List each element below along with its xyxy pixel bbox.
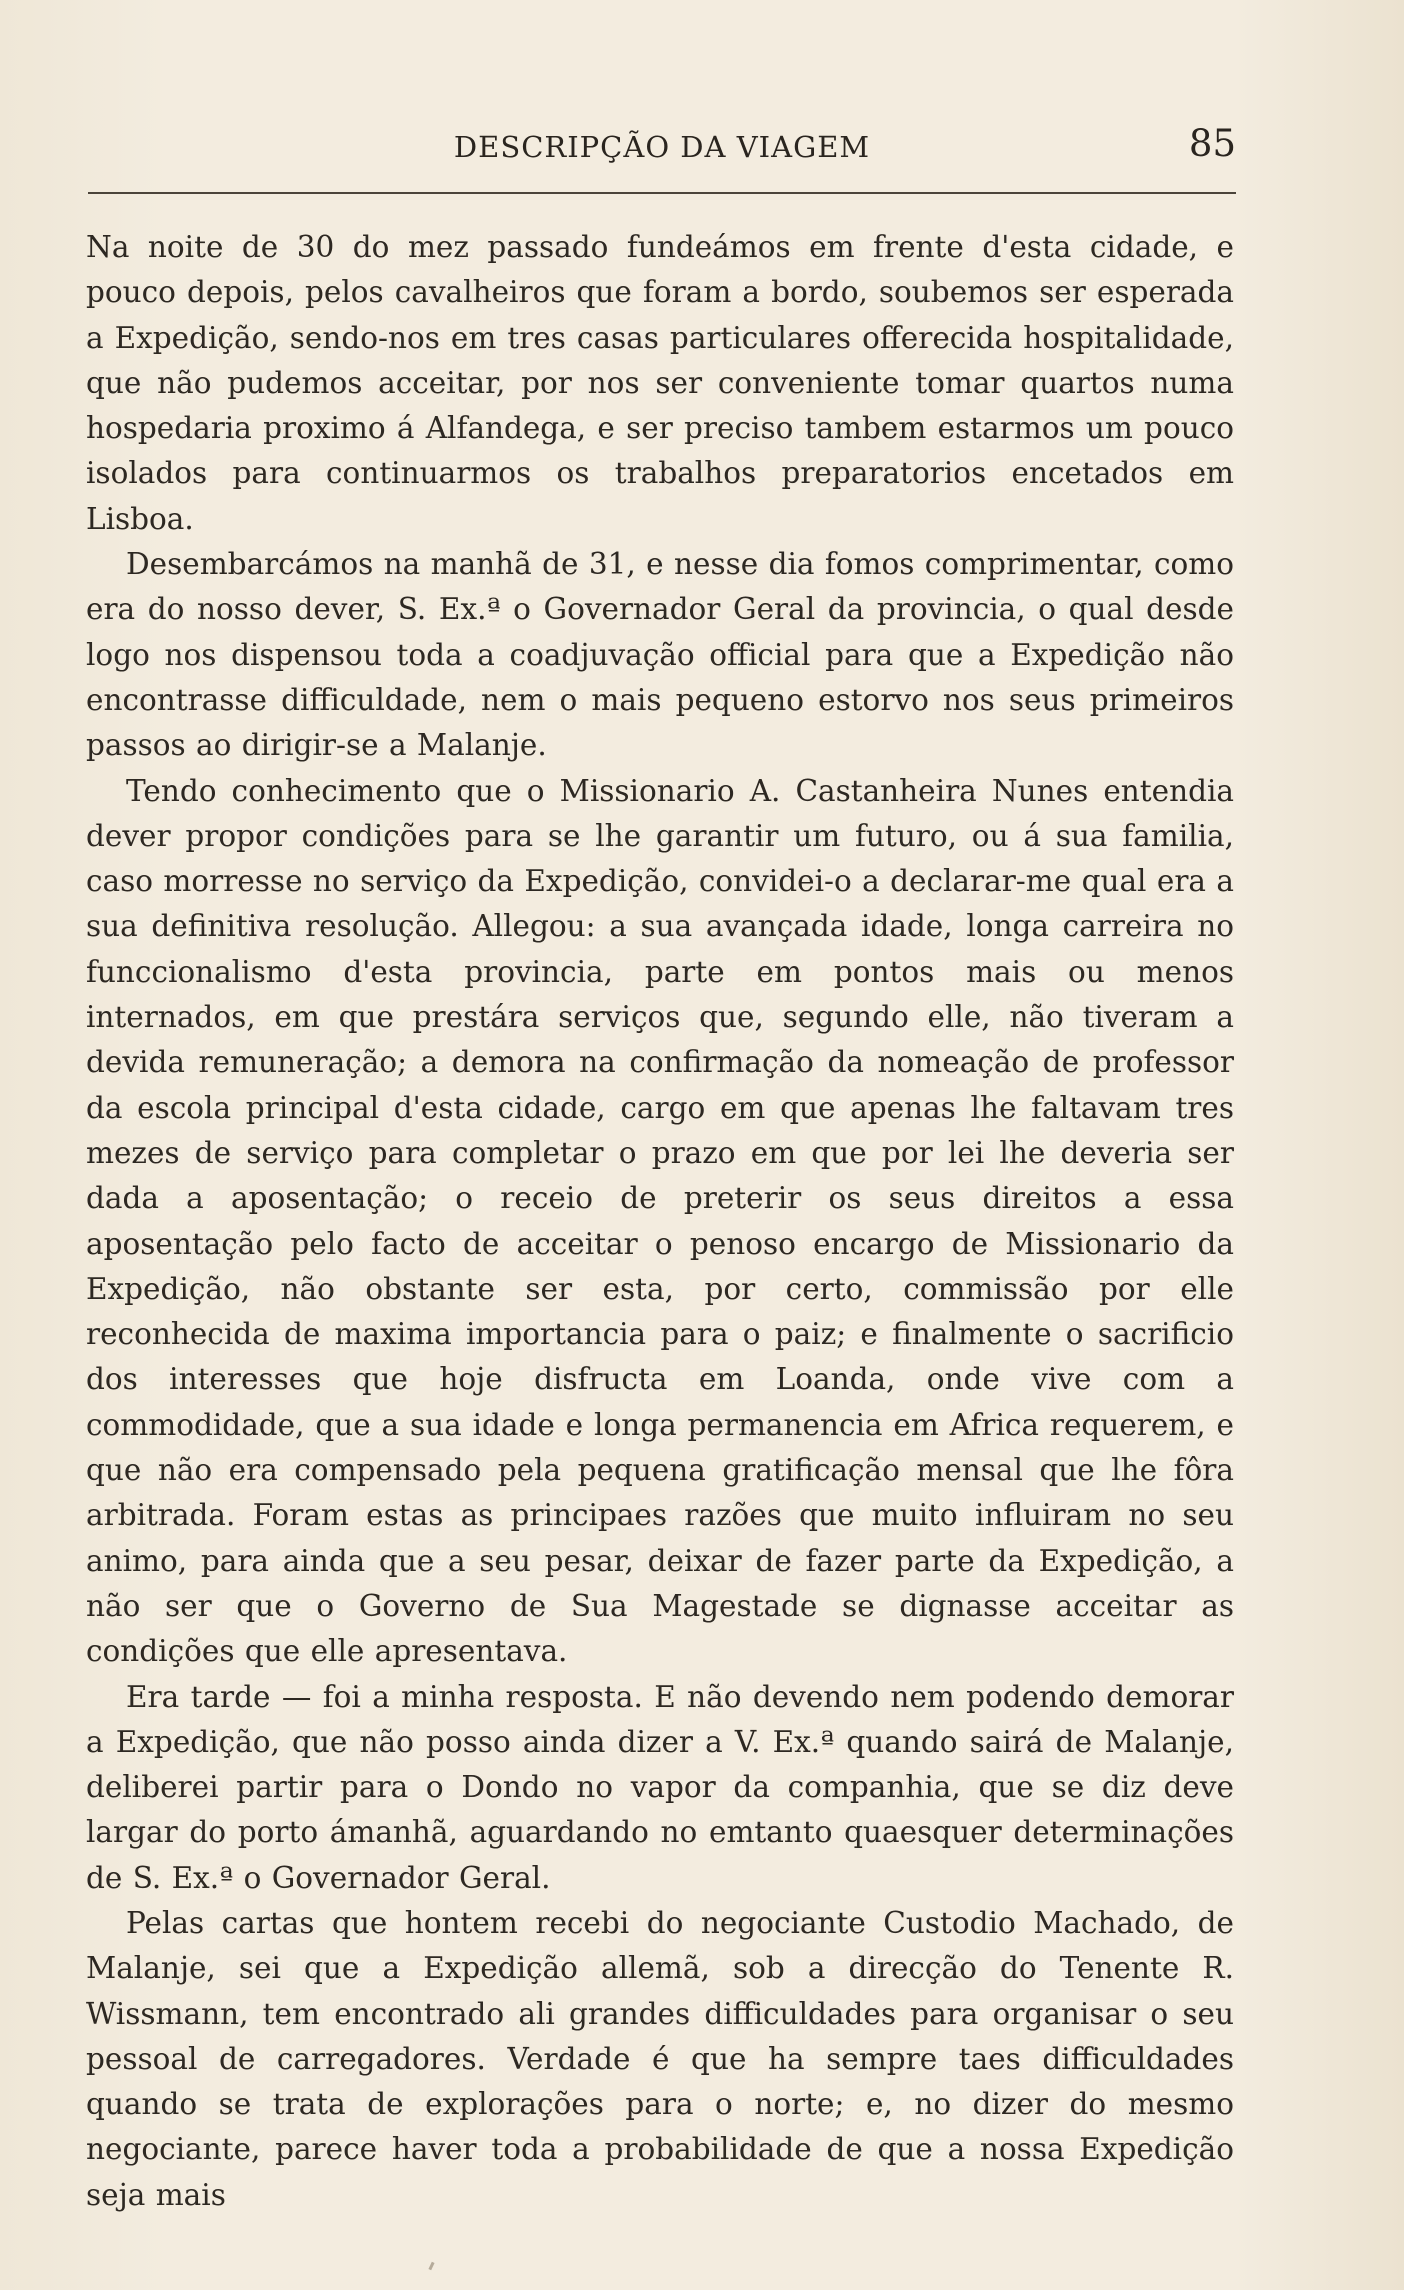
paragraph: Era tarde — foi a minha resposta. E não devendo nem podendo demorar a Expedição, que não posso ainda dizer a V. Ex.ª quando sairá de Malanje, deliberei partir para o Dondo no vapor da companhia, que se diz deve largar do porto ámanhã, aguardando no emtanto quaesquer determinações de S. Ex.ª o Governador Geral. xyxy=(86,1679,1234,1895)
body-text xyxy=(86,225,1234,2218)
paragraph: Pelas cartas que hontem recebi do negociante Custodio Machado, de Malanje, sei que a Expedição allemã, sob a direcção do Tenente R. Wissmann, tem encontrado ali grandes difficuldades para organisar o seu pessoal de carregadores. Verdade é que ha sempre taes difficuldades quando se trata de explorações para o norte; e, no dizer do mesmo negociante, parece haver toda a probabilidade de que a nossa Expedição seja mais xyxy=(86,1905,1234,2212)
page-number: 85 xyxy=(1188,122,1236,165)
paragraph: Desembarcámos na manhã de 31, e nesse dia fomos comprimentar, como era do nosso dever, S. Ex.ª o Governador Geral da provincia, o qual desde logo nos dispensou toda a coadjuvação official para que a Expedição não encontrasse difficuldade, nem o mais pequeno estorvo nos seus primeiros passos ao dirigir-se a Malanje. xyxy=(86,547,1234,763)
page-header xyxy=(88,122,1236,182)
paragraph: Tendo conhecimento que o Missionario A. Castanheira Nunes entendia dever propor condições para se lhe garantir um futuro, ou á sua familia, caso morresse no serviço da Expedição, convidei-o a declarar-me qual era a sua definitiva resolução. Allegou: a sua avançada idade, longa carreira no funccionalismo d'esta provincia, parte em pontos mais ou menos internados, em que prestára serviços que, segundo elle, não tiveram a devida remuneração; a demora na confirmação da nomeação de professor da escola principal d'esta cidade, cargo em que apenas lhe faltavam tres mezes de serviço para completar o prazo em que por lei lhe deveria ser dada a aposentação; o receio de preterir os seus direitos a essa aposentação pelo facto de acceitar o penoso encargo de Missionario da Expedição, não obstante ser esta, por certo, commissão por elle reconhecida de maxima importancia para o paiz; e finalmente o sacrificio dos interesses que hoje disfructa em Loanda, onde vive com a commodidade, que a sua idade e longa permanencia em Africa requerem, e que não era compensado pela pequena gratificação mensal que lhe fôra arbitrada. Foram estas as principaes razões que muito influiram no seu animo, para ainda que a seu pesar, deixar de fazer parte da Expedição, a não ser que o Governo de Sua Magestade se dignasse acceitar as condições que elle apresentava. xyxy=(86,773,1234,1669)
running-title: DESCRIPÇÃO DA VIAGEM xyxy=(453,130,871,164)
paper-speck xyxy=(428,2262,434,2271)
header-rule xyxy=(88,192,1236,194)
paragraph: Na noite de 30 do mez passado fundeámos em frente d'esta cidade, e pouco depois, pelos cavalheiros que foram a bordo, soubemos ser esperada a Expedição, sendo-nos em tres casas particulares offerecida hospitalidade, que não pudemos acceitar, por nos ser conveniente tomar quartos numa hospedaria proximo á Alfandega, e ser preciso tambem estarmos um pouco isolados para continuarmos os trabalhos preparatorios encetados em Lisboa. xyxy=(86,230,1234,536)
